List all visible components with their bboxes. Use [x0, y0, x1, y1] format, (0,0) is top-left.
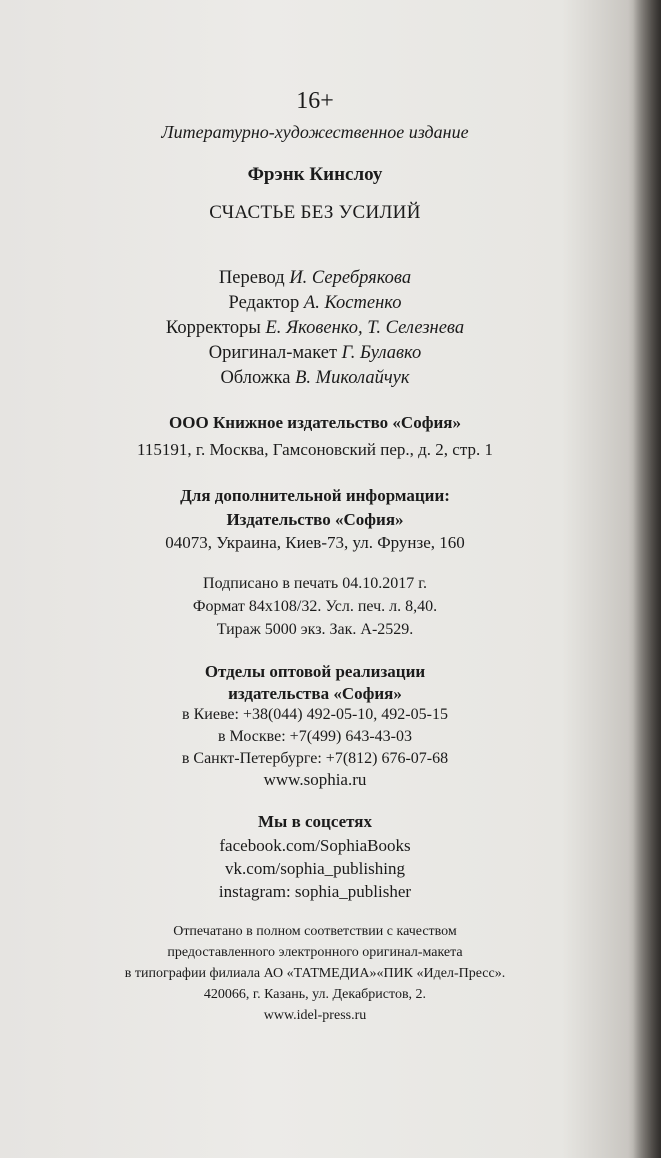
author-name: Фрэнк Кинслоу	[247, 164, 383, 185]
publisher-address: 115191, г. Москва, Гамсоновский пер., д. 2, стр. 1	[137, 440, 493, 459]
credit-person: А. Костенко	[303, 293, 402, 313]
book-title: СЧАСТЬЕ БЕЗ УСИЛИЙ	[209, 202, 421, 223]
print-signed-date: Подписано в печать 04.10.2017 г.	[203, 575, 427, 592]
credit-person: Г. Булавко	[341, 343, 422, 363]
social-vk: vk.com/sophia_publishing	[225, 859, 405, 878]
info-address: 04073, Украина, Киев-73, ул. Фрунзе, 160	[165, 533, 465, 552]
sales-heading-line2: издательства «София»	[228, 684, 402, 703]
sales-phone-kiev: в Киеве: +38(044) 492-05-10, 492-05-15	[182, 706, 448, 723]
genre-label: Литературно-художественное издание	[161, 122, 469, 142]
print-format: Формат 84x108/32. Усл. печ. л. 8,40.	[192, 598, 438, 615]
info-publisher-name: Издательство «София»	[226, 510, 404, 529]
credit-role: Обложка	[220, 368, 291, 388]
sales-phone-spb: в Санкт-Петербурге: +7(812) 676-07-68	[181, 750, 449, 767]
sales-heading-line1: Отделы оптовой реализации	[204, 662, 426, 681]
printer-note-line2: предоставленного электронного оригинал-макета	[167, 945, 463, 960]
credit-person: И. Серебрякова	[289, 268, 412, 288]
credit-role: Оригинал-макет	[208, 343, 338, 363]
printer-address: 420066, г. Казань, ул. Декабристов, 2.	[203, 987, 427, 1002]
sales-phone-moscow: в Москве: +7(499) 643-43-03	[218, 728, 412, 745]
credit-translation	[0, 268, 630, 289]
printer-note-line3: в типографии филиала АО «ТАТМЕДИА»«ПИК «Идел-Пресс».	[124, 966, 506, 981]
print-run: Тираж 5000 экз. Зак. А-2529.	[216, 621, 414, 638]
credit-person: Е. Яковенко, Т. Селезнева	[265, 318, 465, 338]
credit-proofreaders	[0, 318, 630, 339]
printer-website: www.idel-press.ru	[263, 1008, 367, 1023]
credit-role: Перевод	[218, 268, 285, 288]
social-facebook: facebook.com/SophiaBooks	[219, 836, 411, 855]
printer-note-line1: Отпечатано в полном соответствии с качеством	[173, 924, 457, 939]
book-spine-shadow	[633, 0, 661, 1158]
info-heading: Для дополнительной информации:	[180, 486, 450, 505]
credit-cover	[0, 368, 630, 389]
social-heading: Мы в соцсетях	[258, 812, 372, 831]
social-instagram: instagram: sophia_publisher	[218, 882, 412, 901]
credit-role: Корректоры	[165, 318, 261, 338]
credit-role: Редактор	[228, 293, 300, 313]
website-link: www.sophia.ru	[263, 770, 367, 789]
publisher-name: ООО Книжное издательство «София»	[169, 413, 461, 432]
credit-layout	[0, 343, 630, 364]
credit-editor	[0, 293, 630, 314]
age-rating: 16+	[296, 88, 334, 114]
credit-person: В. Миколайчук	[295, 368, 410, 388]
